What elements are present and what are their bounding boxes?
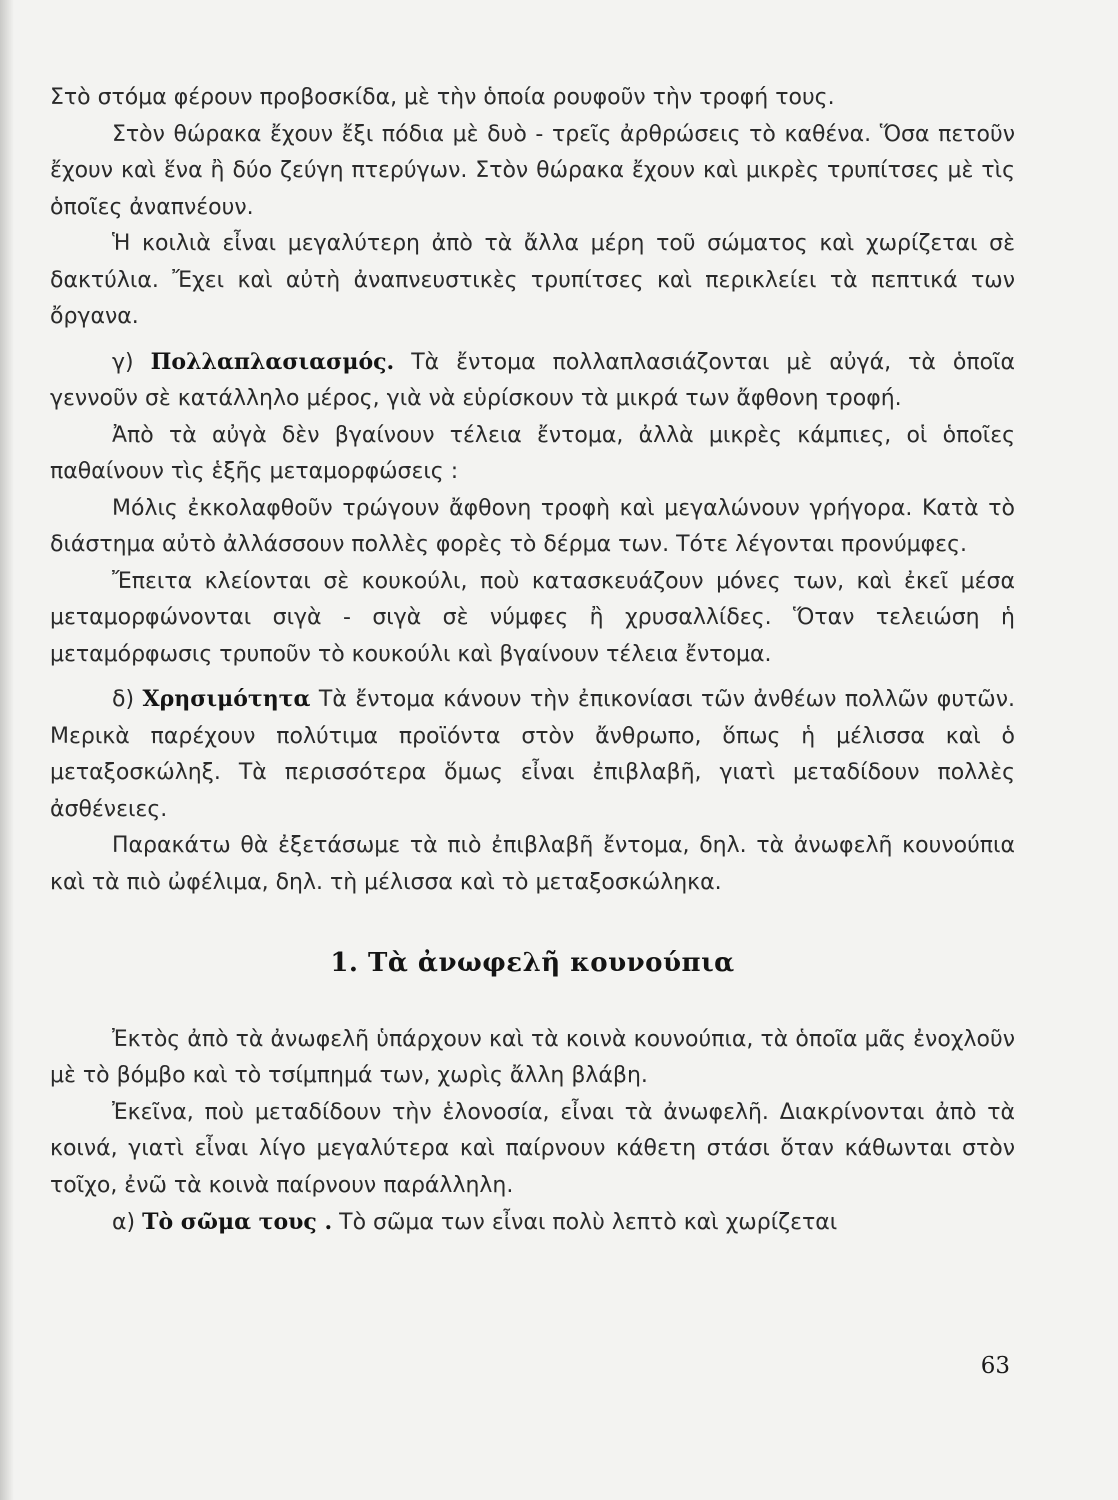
paragraph-6: Μόλις ἐκκολαφθοῦν τρώγουν ἄφθονη τροφὴ καὶ μεγαλώνουν γρήγορα. Κατὰ τὸ διάστημα αὐτὸ ἀλλάσσουν πολλὲς φορὲς τὸ δέρμα των. Τότε λέγονται προνύμφες. [50, 495, 1015, 557]
paragraph-reproduction [50, 344, 1015, 418]
page-body [50, 80, 1015, 1242]
paragraph-9: Παρακάτω θὰ ἐξετάσωμε τὰ πιὸ ἐπιβλαβῆ ἔντομα, δηλ. τὰ ἀνωφελῆ κουνούπια καὶ τὰ πιὸ ὠφέλιμα, δηλ. τὴ μέλισσα καὶ τὸ μεταξοσκώληκα. [50, 833, 1015, 895]
section-label: δ) [112, 687, 135, 712]
paragraph-2: Στὸν θώρακα ἔχουν ἔξι πόδια μὲ δυὸ - τρεῖς ἀρθρώσεις τὸ καθένα. Ὅσα πετοῦν ἔχουν καὶ ἕνα ἢ δύο ζεύγη πτερύγων. Στὸν θώρακα ἔχουν καὶ μικρὲς τρυπίτσες μὲ τὶς ὁποῖες ἀναπνέουν. [50, 121, 1015, 220]
paragraph-11: Ἐκεῖνα, ποὺ μεταδίδουν τὴν ἑλονοσία, εἶναι τὰ ἀνωφελῆ. Διακρίνονται ἀπὸ τὰ κοινά, γιατὶ εἶναι λίγο μεγαλύτερα καὶ παίρνουν κάθετη στάσι ὅταν κάθωνται στὸν τοῖχο, ἐνῶ τὰ κοινὰ παίρνουν παράλληλη. [50, 1099, 1015, 1198]
paragraph-7: Ἔπειτα κλείονται σὲ κουκούλι, ποὺ κατασκευάζουν μόνες των, καὶ ἐκεῖ μέσα μεταμορφώνονται σιγὰ - σιγὰ σὲ νύμφες ἢ χρυσαλλίδες. Ὅταν τελειώση ἡ μεταμόρφωσις τρυποῦν τὸ κουκούλι καὶ βγαίνουν τέλεια ἔντομα. [50, 568, 1015, 667]
paragraph-1: Στὸ στόμα φέρουν προβοσκίδα, μὲ τὴν ὁποία ρουφοῦν τὴν τροφή τους. [50, 85, 835, 110]
page-gutter-edge [0, 0, 14, 1500]
section-label: γ) [112, 349, 134, 375]
page-number: 63 [980, 1353, 1010, 1379]
paragraph-3: Ἡ κοιλιὰ εἶναι μεγαλύτερη ἀπὸ τὰ ἄλλα μέρη τοῦ σώματος καὶ χωρίζεται σὲ δακτύλια. Ἔχει καὶ αὐτὴ ἀναπνευστικὲς τρυπίτσες καὶ περικλείει τὰ πεπτικά των ὄργανα. [50, 231, 1015, 329]
section-title: 1. Τὰ ἀνωφελῆ κουνούπια [330, 948, 735, 978]
paragraph-text: Τὰ ἔντομα κάνουν τὴν ἐπικονίασι τῶν ἀνθέων πολλῶν φυτῶν. Μερικὰ παρέχουν πολύτιμα προϊόντα στὸν ἄνθρωπο, ὅπως ἡ μέλισσα καὶ ὁ μεταξοσκώληξ. Τὰ περισσότερα ὅμως εἶναι ἐπιβλαβῆ, γιατὶ μεταδίδουν πολλὲς ἀσθένειες. [50, 687, 1015, 822]
subheading-usefulness: Χρησιμότητα [142, 686, 311, 712]
paragraph-text: Τὰ ἔντομα πολλαπλασιάζονται μὲ αὐγά, τὰ ὁποῖα γεννοῦν σὲ κατάλληλο μέρος, γιὰ νὰ εὑρίσκουν τὰ μικρά των ἄφθονη τροφή. [50, 349, 1015, 411]
section-label: α) [112, 1210, 136, 1235]
paragraph-10: Ἐκτὸς ἀπὸ τὰ ἀνωφελῆ ὑπάρχουν καὶ τὰ κοινὰ κουνούπια, τὰ ὁποῖα μᾶς ἐνοχλοῦν μὲ τὸ βόμβο καὶ τὸ τσίμπημά των, χωρὶς ἄλλη βλάβη. [50, 1026, 1015, 1088]
paragraph-usefulness [50, 681, 1015, 828]
subheading-body: Τὸ σῶμα τους . [142, 1209, 333, 1235]
paragraph-5: Ἀπὸ τὰ αὐγὰ δὲν βγαίνουν τέλεια ἔντομα, ἀλλὰ μικρὲς κάμπιες, οἱ ὁποῖες παθαίνουν τὶς ἑξῆς μεταμορφώσεις : [50, 422, 1015, 484]
paragraph-text: Τὸ σῶμα των εἶναι πολὺ λεπτὸ καὶ χωρίζεται [339, 1210, 838, 1235]
subheading-reproduction: Πολλαπλασιασμός. [150, 348, 395, 375]
paragraph-body [50, 1204, 1015, 1242]
